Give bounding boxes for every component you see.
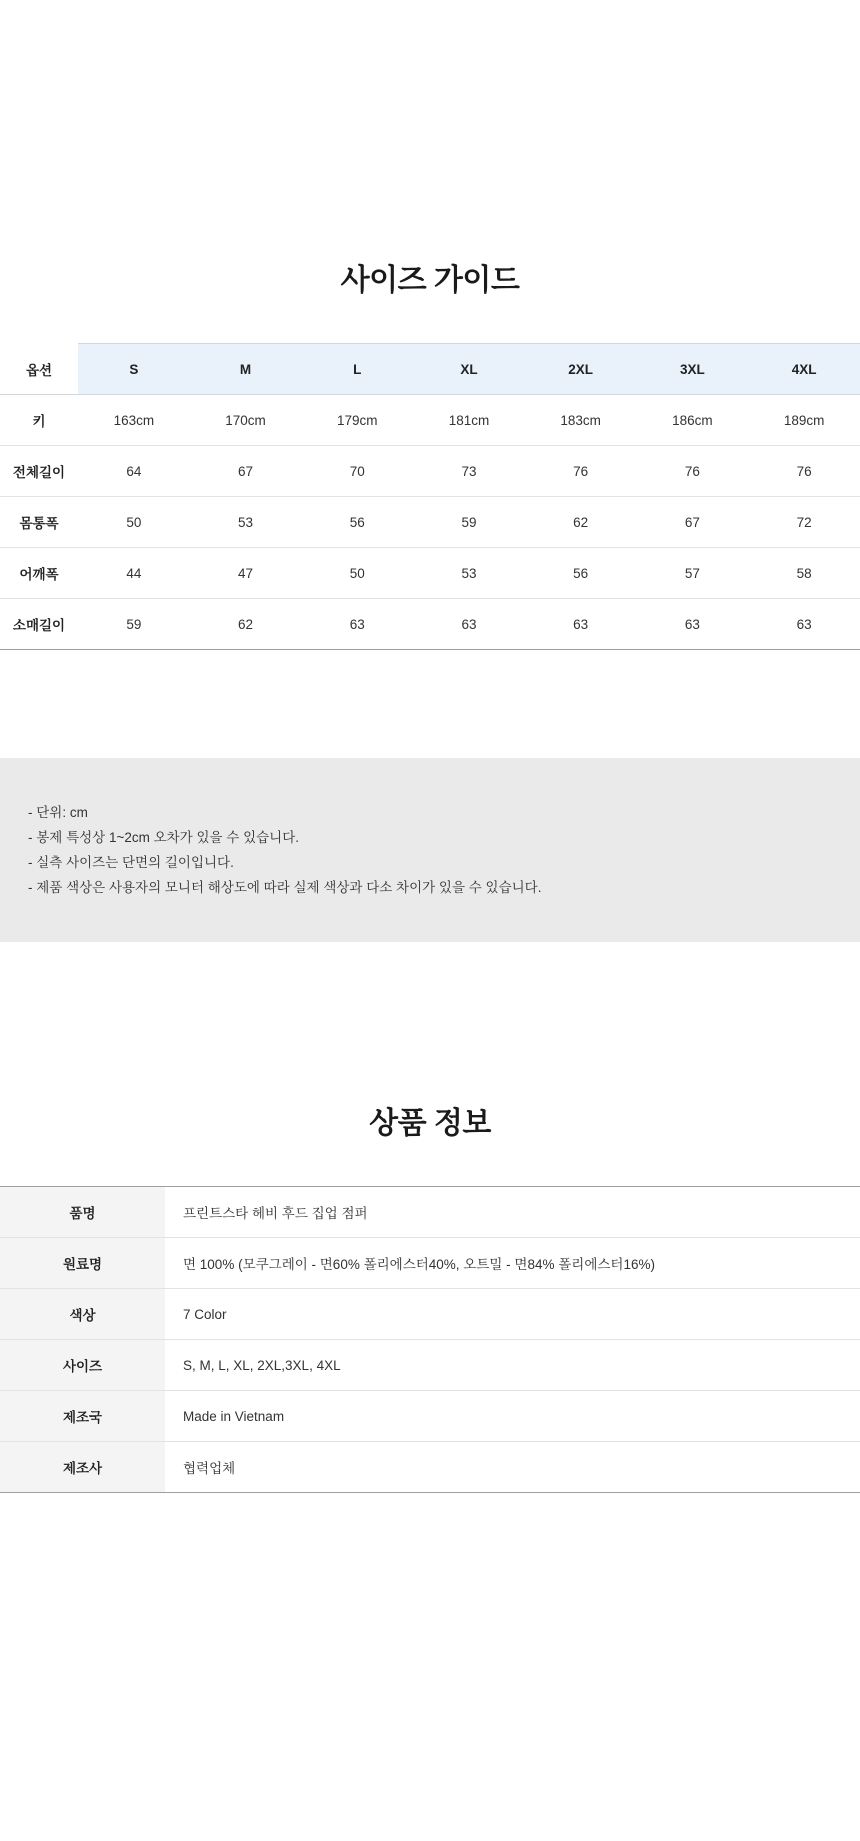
size-cell: 72 bbox=[748, 497, 860, 548]
info-label-country-of-origin: 제조국 bbox=[0, 1391, 165, 1442]
size-row-label-shoulder-width: 어깨폭 bbox=[0, 548, 78, 599]
size-cell: 44 bbox=[78, 548, 190, 599]
size-row-label-sleeve-length: 소매길이 bbox=[0, 599, 78, 650]
size-cell: 67 bbox=[637, 497, 749, 548]
size-cell: 163cm bbox=[78, 395, 190, 446]
size-cell: 183cm bbox=[525, 395, 637, 446]
size-guide-table-wrap bbox=[0, 343, 860, 650]
size-cell: 179cm bbox=[301, 395, 413, 446]
size-cell: 57 bbox=[637, 548, 749, 599]
size-cell: 73 bbox=[413, 446, 525, 497]
info-value-manufacturer: 협력업체 bbox=[165, 1442, 860, 1493]
size-cell: 76 bbox=[637, 446, 749, 497]
info-label-product-name: 품명 bbox=[0, 1187, 165, 1238]
size-cell: 62 bbox=[190, 599, 302, 650]
bottom-spacer bbox=[0, 1493, 860, 1733]
info-label-color: 색상 bbox=[0, 1289, 165, 1340]
size-row-label-total-length: 전체길이 bbox=[0, 446, 78, 497]
product-info-table bbox=[0, 1186, 860, 1493]
size-row-label-height: 키 bbox=[0, 395, 78, 446]
size-cell: 189cm bbox=[748, 395, 860, 446]
size-cell: 50 bbox=[78, 497, 190, 548]
note-line: - 봉제 특성상 1~2cm 오차가 있을 수 있습니다. bbox=[28, 830, 300, 845]
size-cell: 63 bbox=[301, 599, 413, 650]
size-cell: 63 bbox=[748, 599, 860, 650]
size-cell: 70 bbox=[301, 446, 413, 497]
size-cell: 56 bbox=[525, 548, 637, 599]
table-row bbox=[0, 1289, 860, 1340]
info-value-size: S, M, L, XL, 2XL,3XL, 4XL bbox=[165, 1340, 860, 1391]
info-label-size: 사이즈 bbox=[0, 1340, 165, 1391]
info-value-material: 면 100% (모쿠그레이 - 면60% 폴리에스터40%, 오트밀 - 면84% 폴리에스터16%) bbox=[165, 1238, 860, 1289]
info-value-product-name: 프린트스타 헤비 후드 집업 점퍼 bbox=[165, 1187, 860, 1238]
size-guide-table-body bbox=[0, 395, 860, 650]
size-row-label-chest-width: 몸통폭 bbox=[0, 497, 78, 548]
size-cell: 67 bbox=[190, 446, 302, 497]
size-cell: 50 bbox=[301, 548, 413, 599]
product-info-title: 상품 정보 bbox=[369, 1107, 491, 1140]
info-label-material: 원료명 bbox=[0, 1238, 165, 1289]
size-col-header-s: S bbox=[78, 344, 190, 395]
table-row bbox=[0, 599, 860, 650]
size-cell: 76 bbox=[525, 446, 637, 497]
size-cell: 62 bbox=[525, 497, 637, 548]
size-cell: 186cm bbox=[637, 395, 749, 446]
size-cell: 76 bbox=[748, 446, 860, 497]
table-row bbox=[0, 1187, 860, 1238]
size-cell: 63 bbox=[413, 599, 525, 650]
size-cell: 181cm bbox=[413, 395, 525, 446]
table-row bbox=[0, 1442, 860, 1493]
table-row bbox=[0, 497, 860, 548]
info-value-color: 7 Color bbox=[165, 1289, 860, 1340]
size-cell: 63 bbox=[637, 599, 749, 650]
size-cell: 53 bbox=[413, 548, 525, 599]
table-row bbox=[0, 548, 860, 599]
size-cell: 56 bbox=[301, 497, 413, 548]
size-cell: 59 bbox=[78, 599, 190, 650]
note-line: - 단위: cm bbox=[28, 805, 88, 820]
size-col-header-m: M bbox=[190, 344, 302, 395]
info-value-country-of-origin: Made in Vietnam bbox=[165, 1391, 860, 1442]
table-row bbox=[0, 446, 860, 497]
size-col-header-4xl: 4XL bbox=[748, 344, 860, 395]
size-guide-title: 사이즈 가이드 bbox=[340, 264, 520, 297]
product-info-table-wrap bbox=[0, 1186, 860, 1493]
table-row bbox=[0, 1391, 860, 1442]
size-cell: 64 bbox=[78, 446, 190, 497]
size-cell: 58 bbox=[748, 548, 860, 599]
table-row bbox=[0, 395, 860, 446]
size-cell: 53 bbox=[190, 497, 302, 548]
size-guide-table bbox=[0, 343, 860, 650]
size-col-header-xl: XL bbox=[413, 344, 525, 395]
size-guide-notes bbox=[0, 758, 860, 942]
info-label-manufacturer: 제조사 bbox=[0, 1442, 165, 1493]
table-row bbox=[0, 1238, 860, 1289]
size-cell: 170cm bbox=[190, 395, 302, 446]
size-cell: 47 bbox=[190, 548, 302, 599]
size-cell: 59 bbox=[413, 497, 525, 548]
size-cell: 63 bbox=[525, 599, 637, 650]
note-line: - 실측 사이즈는 단면의 길이입니다. bbox=[28, 855, 234, 870]
size-col-header-2xl: 2XL bbox=[525, 344, 637, 395]
size-guide-table-head bbox=[0, 344, 860, 395]
product-info-section bbox=[0, 942, 860, 1493]
table-header-row bbox=[0, 344, 860, 395]
note-line: - 제품 색상은 사용자의 모니터 해상도에 따라 실제 색상과 다소 차이가 있을 수 있습니다. bbox=[28, 880, 542, 895]
table-row bbox=[0, 1340, 860, 1391]
size-guide-corner-label: 옵션 bbox=[0, 344, 78, 395]
size-col-header-l: L bbox=[301, 344, 413, 395]
size-col-header-3xl: 3XL bbox=[637, 344, 749, 395]
